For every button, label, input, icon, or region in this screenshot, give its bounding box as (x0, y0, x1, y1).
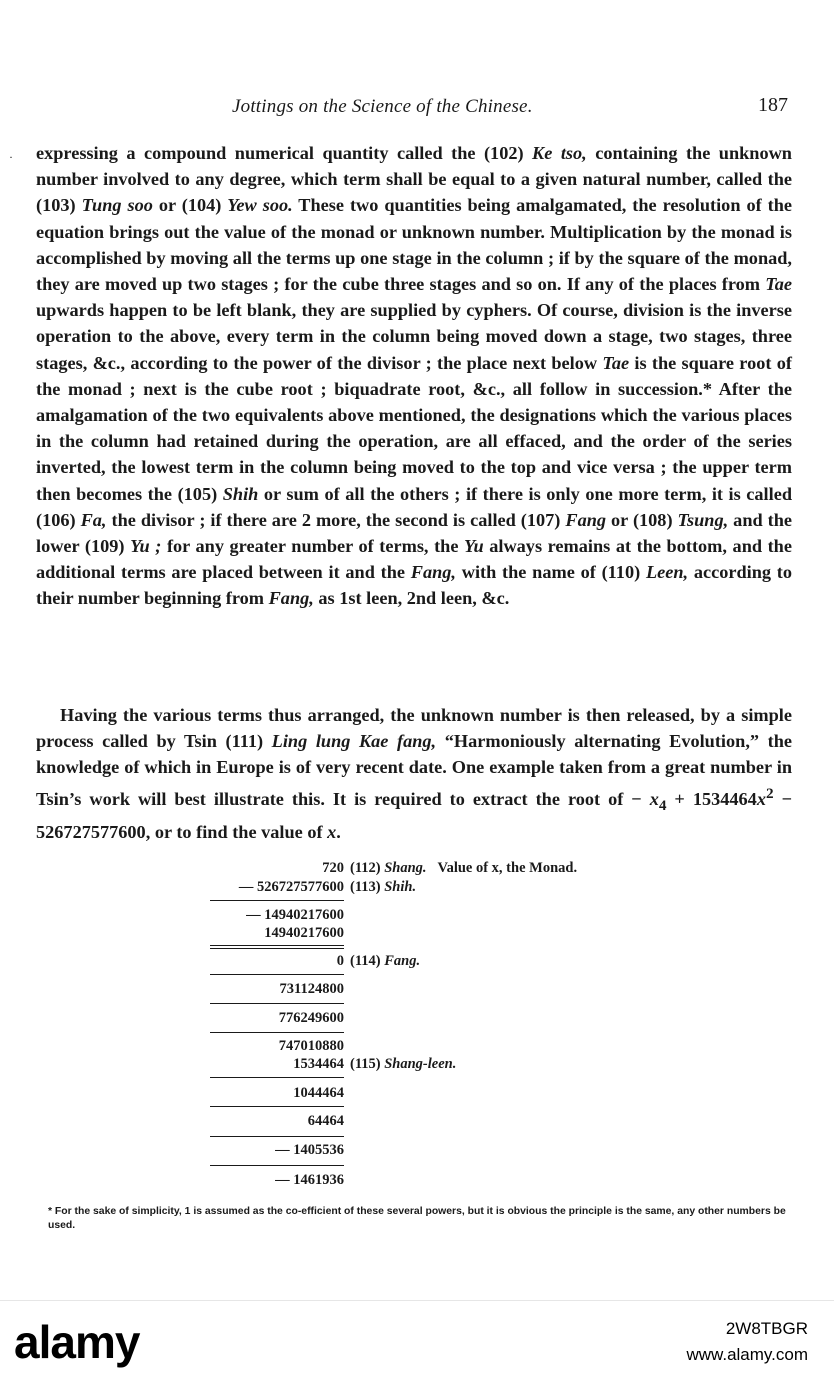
text-run: with the name of (110) (456, 562, 646, 583)
text-run: expressing a compound numerical quantity called the (102) (36, 143, 533, 163)
italic-term: Ke tso, (532, 143, 587, 163)
brand-logo: alamy (14, 1316, 140, 1368)
calc-value: — 526727577600 (238, 879, 344, 895)
image-id: 2W8TBGR (725, 1319, 808, 1338)
text-run: . (336, 821, 341, 842)
italic-term: Fang (565, 509, 607, 530)
italic-term: Ling lung Kae fang, (271, 731, 437, 752)
italic-term: Tae (765, 274, 792, 295)
calc-value: 1534464 (293, 1056, 344, 1072)
label-shang-note: Value of x, the Monad. (437, 860, 578, 876)
page-number: 187 (758, 94, 788, 116)
calc-value: 776249600 (278, 1010, 344, 1026)
text-run: Having the various terms thus arranged, the unknown number is then released, by a simple process called by Tsin (111) (36, 705, 792, 752)
calc-rule (210, 1077, 344, 1078)
label-shang-name: Shang. (384, 860, 427, 876)
calc-rule (210, 974, 344, 975)
calc-rule (210, 1106, 344, 1107)
calc-rule (210, 1003, 344, 1004)
text-run: or (104) (152, 195, 228, 216)
label-shang-leen-number: (115) (350, 1056, 381, 1072)
calc-rule (210, 900, 344, 901)
text-run: “Harmoniously alternating Evolution,” the knowledge of which in Europe is of very recent date. One example taken from a great number in Tsin’s work will best illustrate this. It is required to extract the root of − (36, 731, 793, 809)
label-fang-number: (114) (350, 953, 381, 969)
footnote: * For the sake of simplicity, 1 is assumed as the co-efficient of these several powers, but it is obvious the principle is the same, any other numbers be used. (48, 1206, 786, 1231)
margin-dot: · (9, 150, 13, 164)
calc-rule (210, 1165, 344, 1166)
calc-rule-double (210, 945, 344, 946)
italic-term: Tae (602, 352, 630, 373)
text-run: always remains at the bottom, and the additional terms are placed between it and the (36, 536, 792, 583)
text-run: + 1534464 (666, 788, 757, 809)
label-shang-leen-name: Shang-leen. (384, 1056, 457, 1072)
text-run: These two quantities being amalgamated, the resolution of the equation brings out the value of the monad or unknown number. Multiplication by the monad is accomplished by moving all the terms up one stage in the column ; if by the square of the monad, they are moved up two stages ; for the cube three stages and so on. If any of the places from (36, 195, 793, 295)
text-run: for any greater number of terms, the (161, 536, 465, 557)
italic-term: Fa, (80, 509, 107, 530)
text-run: − 526727577600, or to find the value of (36, 788, 792, 842)
italic-term: Fang, (410, 562, 456, 583)
calc-value: 747010880 (278, 1038, 344, 1054)
italic-term: Yu (464, 536, 484, 557)
italic-term: Tsung, (677, 509, 729, 530)
superscript: 2 (765, 784, 774, 802)
text-run: as 1st leen, 2nd leen, &c. (313, 588, 510, 609)
watermark-banner (0, 1300, 834, 1391)
italic-term: x (649, 788, 659, 809)
calc-value: 0 (336, 953, 344, 969)
calc-value: — 1461936 (275, 1172, 344, 1188)
calc-value: — 1405536 (275, 1142, 344, 1158)
calc-rule (210, 1136, 344, 1137)
subscript: 4 (658, 796, 667, 814)
italic-term: Leen, (645, 562, 689, 583)
text-run: upwards happen to be left blank, they are supplied by cyphers. Of course, division is the inverse operation to the above, every term in the column being moved down a stage, two stages, three stages, &c., according to the power of the divisor ; the place next below (36, 300, 792, 373)
text-run: or sum of all the others ; if there is only one more term, it is called (106) (36, 483, 792, 530)
italic-term: Shih (222, 483, 259, 504)
calc-value: 731124800 (279, 981, 344, 997)
site-url: www.alamy.com (686, 1345, 808, 1364)
italic-term: x (756, 788, 766, 809)
italic-term: Tung soo (81, 195, 153, 216)
label-fang-name: Fang. (384, 953, 421, 969)
label-shang (350, 860, 577, 877)
calc-value: 14940217600 (264, 925, 344, 941)
label-shih-name: Shih. (384, 879, 417, 895)
text-run: according to their number beginning from (36, 562, 793, 609)
calc-value: — 14940217600 (246, 907, 344, 923)
running-title: Jottings on the Science of the Chinese. (232, 96, 533, 117)
text-run: containing the unknown number involved to any degree, which term shall be equal to a given natural number, called the (103) (36, 143, 792, 216)
label-shih-number: (113) (350, 879, 381, 895)
text-run: is the square root of the monad ; next is the cube root ; biquadrate root, &c., all follow in succession.* After the amalgamation of the two equivalents above mentioned, the designations which the various places in the column had retained during the operation, are all effaced, and the order of the series inverted, the lowest term in the column being moved to the top and vice versa ; the upper term then becomes the (105) (36, 352, 792, 504)
text-run: the divisor ; if there are 2 more, the second is called (107) (106, 509, 566, 530)
calc-value: 1044464 (293, 1085, 344, 1101)
italic-term: Yu ; (130, 536, 162, 557)
calc-value: 64464 (307, 1113, 344, 1129)
text-run: or (108) (606, 509, 678, 530)
label-shang-leen (350, 1056, 456, 1073)
italic-term: Fang, (268, 588, 314, 609)
label-shang-number: (112) (350, 860, 381, 876)
label-shih (350, 879, 416, 896)
text-run: and the lower (109) (36, 509, 793, 557)
italic-term: Yew soo. (227, 195, 293, 216)
calc-value: 720 (322, 860, 344, 876)
italic-term: x (327, 821, 337, 842)
label-fang (350, 953, 420, 970)
calc-rule (210, 1032, 344, 1033)
